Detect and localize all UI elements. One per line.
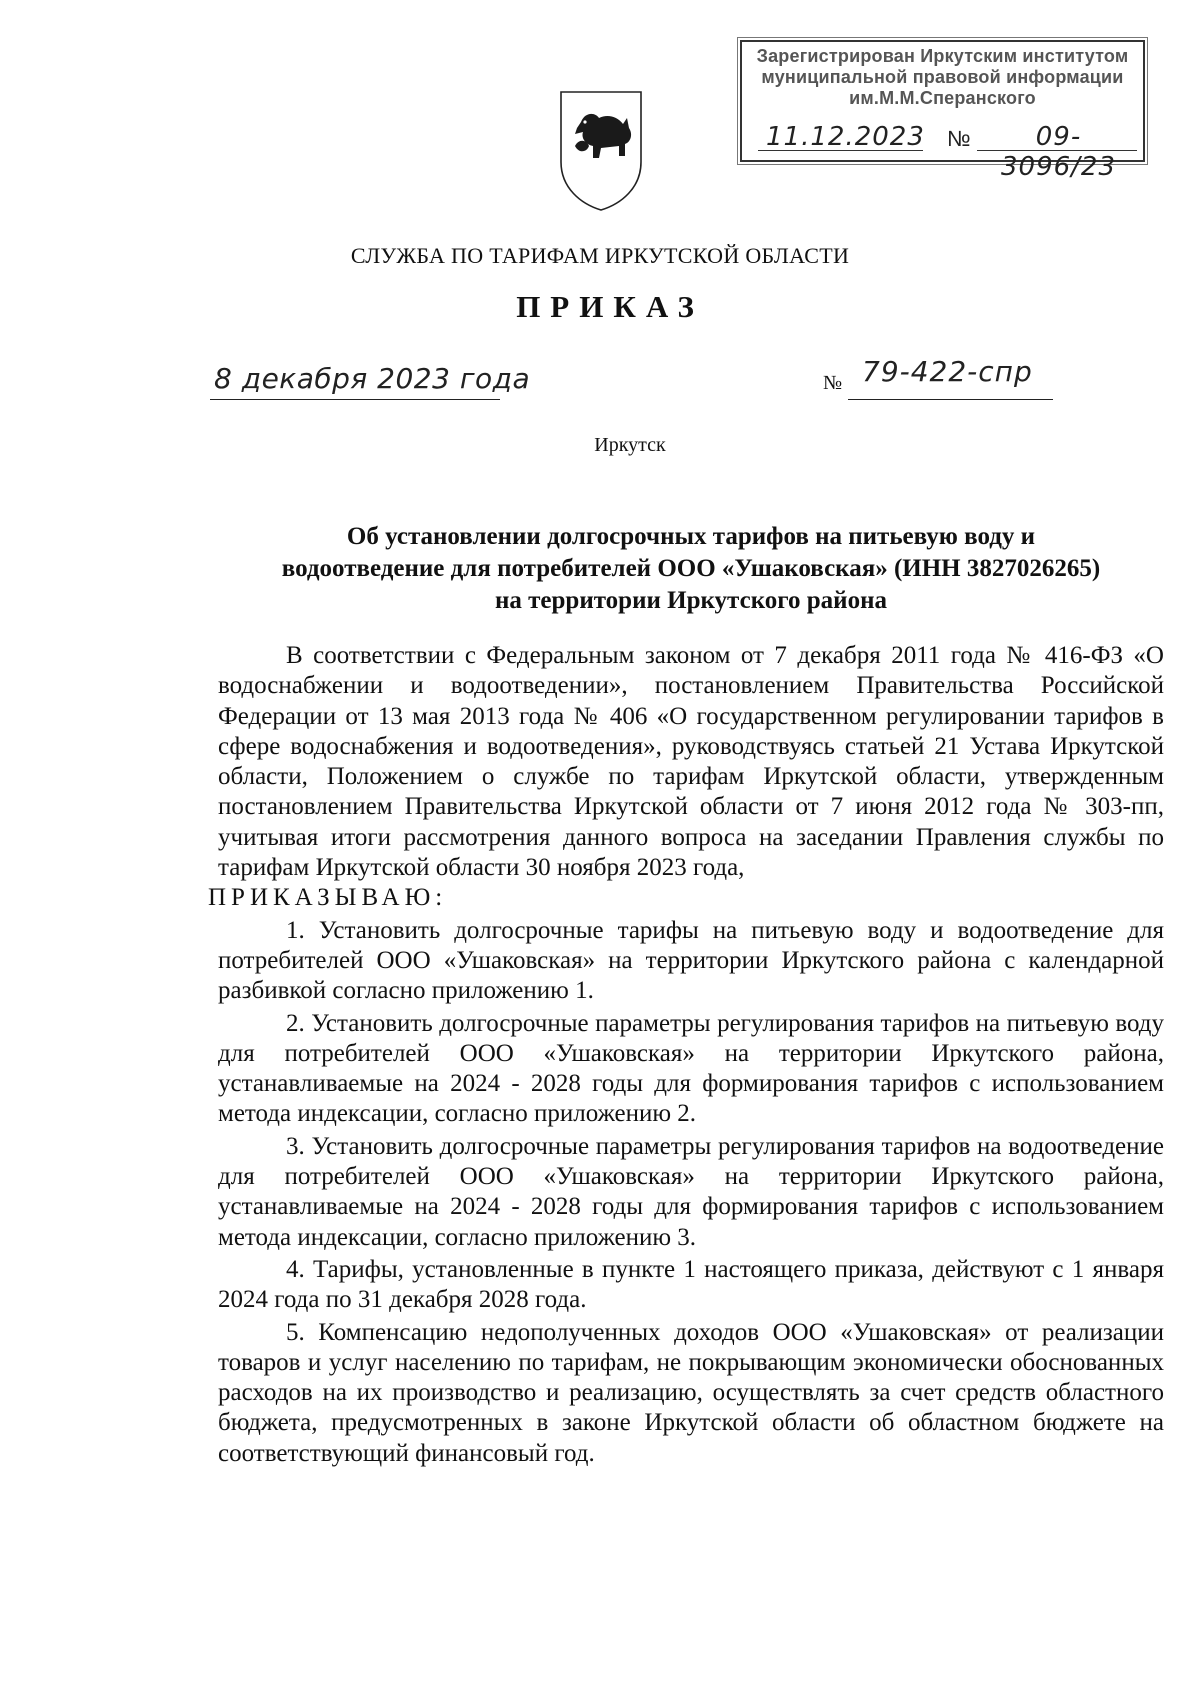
order-item-4: 4. Тарифы, установленные в пункте 1 настоящего приказа, действуют с 1 января 2024 года по 31 декабря 2028 года. xyxy=(218,1255,1164,1314)
document-body xyxy=(208,641,1164,1469)
registration-stamp xyxy=(740,40,1145,182)
stamp-line-1: Зарегистрирован Иркутским институтом xyxy=(756,46,1129,66)
subject-line-3: на территории Иркутского района xyxy=(494,587,887,614)
stamp-number-label: № xyxy=(947,126,971,151)
preamble-paragraph: В соответствии с Федеральным законом от 7 декабря 2011 года № 416-ФЗ «О водоснабжении и водоотведении», постановлением Правительства Российской Федерации от 13 мая 2013 года № 406 «О государственном регулировании тарифов в сфере водоснабжения и водоотведения», руководствуясь статьей 21 Устава Иркутской области, Положением о службе по тарифам Иркутской области, утвержденным постановлением Правительства Иркутской области от 7 июня 2012 года № 303-пп, учитывая итоги рассмотрения данного вопроса на заседании Правления службы по тарифам Иркутской области 30 ноября 2023 года, xyxy=(218,642,1164,882)
stamp-registration-number: 09-3096/23 xyxy=(1000,122,1116,182)
stamp-line-2: муниципальной правовой информации xyxy=(761,67,1124,87)
document-number-handwritten: 79-422-спр xyxy=(862,355,1033,388)
order-item-2: 2. Установить долгосрочные параметры регулирования тарифов на питьевую воду для потребителей ООО «Ушаковская» на территории Иркутского района, устанавливаемые на 2024 - 2028 годы для формирования тарифов с использованием метода индексации, согласно приложению 2. xyxy=(218,1009,1164,1128)
stamp-number-underline xyxy=(977,150,1137,151)
stamp-line-3: им.М.М.Сперанского xyxy=(849,88,1036,108)
stamp-registration-date: 11.12.2023 xyxy=(766,122,925,152)
order-item-5: 5. Компенсацию недополученных доходов ООО «Ушаковская» от реализации товаров и услуг населению по тарифам, не покрывающим экономически обоснованных расходов на их производство и реализацию, осуществлять за счет средств областного бюджета, предусмотренных в законе Иркутской области об областном бюджете на соответствующий финансовый год. xyxy=(218,1318,1164,1467)
stamp-registration-row xyxy=(752,120,1133,182)
order-item-3: 3. Установить долгосрочные параметры регулирования тарифов на водоотведение для потребителей ООО «Ушаковская» на территории Иркутского района, устанавливаемые на 2024 - 2028 годы для формирования тарифов с использованием метода индексации, согласно приложению 3. xyxy=(218,1132,1164,1251)
stamp-date-underline xyxy=(758,150,923,151)
number-underline xyxy=(848,399,1053,400)
coat-of-arms-emblem xyxy=(555,88,647,214)
date-underline xyxy=(210,399,500,400)
subject-line-1: Об установлении долгосрочных тарифов на питьевую воду и xyxy=(346,523,1036,550)
document-city: Иркутск xyxy=(594,434,666,456)
order-item-1: 1. Установить долгосрочные тарифы на питьевую воду и водоотведение для потребителей ООО «Ушаковская» на территории Иркутского района с календарной разбивкой согласно приложению 1. xyxy=(218,916,1164,1005)
subject-line-2: водоотведение для потребителей ООО «Ушаковская» (ИНН 3827026265) xyxy=(281,555,1101,582)
document-type-title: ПРИКАЗ xyxy=(516,289,704,324)
orders-word: ПРИКАЗЫВАЮ: xyxy=(208,884,448,912)
document-subject xyxy=(218,521,1164,617)
document-date-handwritten: 8 декабря 2023 года xyxy=(214,362,531,395)
document-number-label: № xyxy=(823,372,843,394)
organization-name: СЛУЖБА ПО ТАРИФАМ ИРКУТСКОЙ ОБЛАСТИ xyxy=(350,243,850,268)
